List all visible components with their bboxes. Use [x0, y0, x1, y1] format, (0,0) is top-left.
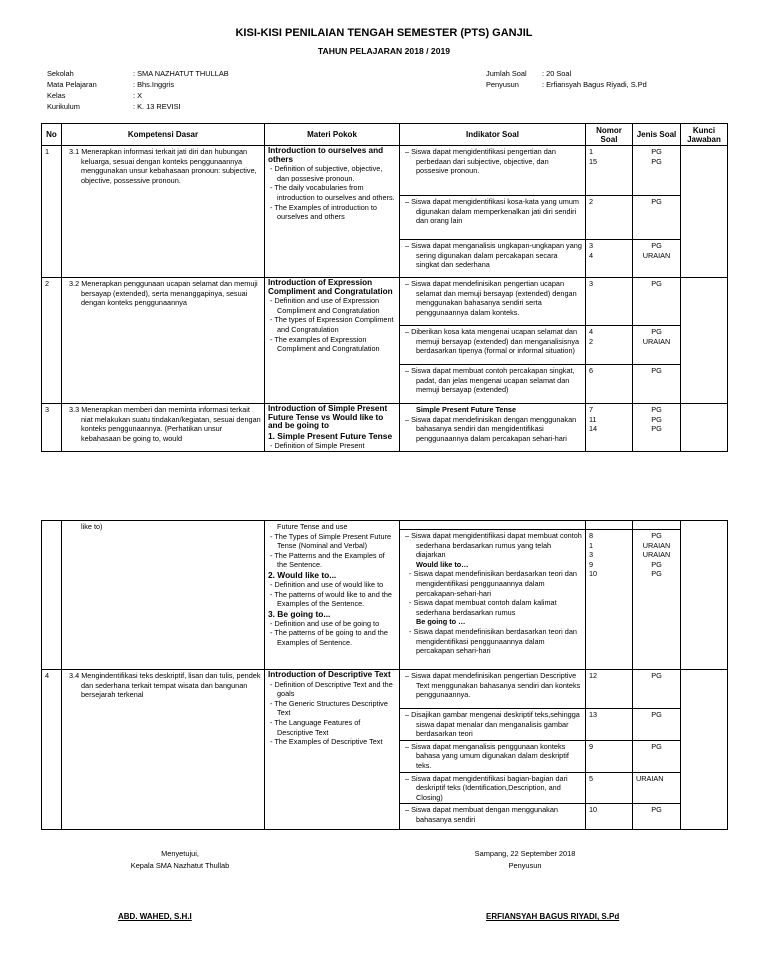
materi-pokok-cell [265, 670, 400, 830]
nomor-soal-cell: 3 4 [586, 240, 633, 278]
indikator-cell [400, 521, 586, 530]
indikator-cell: – Siswa dapat membuat dengan menggunakan bahasanya sendiri [400, 804, 586, 830]
kd-number: 3.1 [69, 147, 80, 156]
mp-item: - The types of Expression Compliment and Congratulation [270, 315, 394, 334]
info-value: : Erfiansyah Bagus Riyadi, S.Pd [542, 80, 647, 89]
table-row [42, 521, 728, 530]
header-kunci-jawaban: Kunci Jawaban [681, 124, 728, 146]
nomor-soal-cell: 13 [586, 709, 633, 741]
info-label: Mata Pelajaran [47, 80, 97, 89]
header-no: No [42, 124, 62, 146]
info-value: : Bhs.Inggris [133, 80, 175, 89]
indikator-cell: – Siswa dapat menganalisis ungkapan-ungkapan yang sering digunakan dalam percakapan secara singkat dan sederhana [400, 240, 586, 278]
indikator-cell: Simple Present Future Tense – Siswa dapat mendefinisikan dengan menggunakan bahasanya sendiri dan mengidentifikasi penggunaannya dalam percakapan sehari-hari [400, 404, 586, 452]
indikator-cell: – Siswa dapat mengidentifikasi pengertian dan perbedaan dari subjective, objective, dan possesive pronoun. [400, 146, 586, 196]
info-left [47, 68, 467, 112]
jenis-soal-cell: PG [633, 804, 681, 830]
jenis-soal-cell: PG URAIAN [633, 240, 681, 278]
row-number: 1 [42, 146, 62, 278]
approval-block [100, 848, 260, 872]
mp-item: - The patterns of be going to and the Examples of Sentence. [270, 628, 388, 647]
info-label: Kelas [47, 91, 66, 100]
nomor-soal-cell: 5 [586, 772, 633, 804]
indikator-cell: – Siswa dapat membuat contoh percakapan singkat, padat, dan jelas mengenai ucapan selamat dan memuji bersayap (extended) [400, 365, 586, 404]
mp-subheading: 1. Simple Present Future Tense [268, 430, 393, 441]
kd-text: Mengindentifikasi teks deskriptif, lisan dan tulis, pendek dan sederhana terkait tempat wisata dan bangunan bersejarah terkenal [81, 671, 261, 700]
table-row [42, 670, 728, 709]
kd-text: Menerapkan penggunaan ucapan selamat dan memuji bersayap (extended), serta menanggapinya, sesuai dengan konteks penggunaannya [81, 279, 258, 308]
approver-title: Kepala SMA Nazhatut Thullab [130, 861, 230, 870]
indikator-heading: Simple Present Future Tense [416, 405, 517, 414]
row-number: 4 [42, 670, 62, 830]
mp-item: - The examples of Expression Compliment and Congratulation [270, 334, 380, 354]
mp-item: - Definition of Descriptive Text and the goals [270, 679, 393, 699]
mp-item: - Definition and use of be going to [270, 618, 380, 628]
author-block [440, 848, 610, 872]
kd-number: 3.4 [69, 671, 80, 680]
kd-text: Menerapkan informasi terkait jati diri dan hubungan keluarga, sesuai dengan konteks penggunaannya menggunakan unsur kebahasaan pronoun: subjective, objective, possessive pronoun. [81, 147, 257, 185]
table-header-row [42, 124, 728, 146]
jenis-soal-cell: URAIAN [633, 772, 681, 804]
table-row [42, 278, 728, 326]
approval-label: Menyetujui, [161, 849, 199, 858]
info-value: : K. 13 REVISI [133, 102, 181, 111]
mp-item: - The Patterns and the Examples of the Sentence. [270, 550, 385, 570]
kompetensi-dasar-cell [62, 404, 265, 452]
mp-item: - Definition of Simple Present [270, 440, 365, 450]
row-number: 2 [42, 278, 62, 404]
kd-text: Menerapkan memberi dan meminta informasi terkait niat melakukan suatu tindakan/kegiatan, sesuai dengan konteks penggunaannya. (Perhatikan unsur kebahasaan be going to, would [81, 405, 261, 443]
nomor-soal-cell: 1 15 [586, 146, 633, 196]
header-kompetensi-dasar: Kompetensi Dasar [62, 124, 265, 146]
jenis-soal-cell: PG [633, 365, 681, 404]
table-row [42, 146, 728, 196]
indikator-cell: – Siswa dapat mendefinisikan pengertian Descriptive Text menggunakan bahasanya sendiri dan konteks penggunaannya. [400, 670, 586, 709]
table-row [42, 404, 728, 452]
mp-item: Future Tense and use [277, 522, 348, 531]
kompetensi-dasar-cell [62, 146, 265, 278]
indikator-cell: – Diberikan kosa kata mengenai ucapan selamat dan memuji bersayap (extended) dan menganalisisnya berdasarkan tipenya (formal or informal situation) [400, 326, 586, 365]
info-value: : X [133, 91, 143, 100]
mp-title: Introduction of Descriptive Text [268, 670, 391, 679]
author-signature-name: ERFIANSYAH BAGUS RIYADI, S.Pd [486, 912, 620, 921]
mp-title: Introduction of Simple Present Future Tense vs Would like to and be going to [268, 404, 388, 431]
jenis-soal-cell: PG URAIAN [633, 326, 681, 365]
approver-signature-name: ABD. WAHED, S.H.I [118, 912, 192, 921]
mp-item: - The Generic Structures Descriptive Text [270, 698, 388, 718]
document-title: KISI-KISI PENILAIAN TENGAH SEMESTER (PTS) GANJIL [235, 27, 533, 39]
kunci-jawaban-cell [681, 521, 728, 670]
nomor-soal-cell: 9 [586, 740, 633, 772]
jenis-soal-cell: PG URAIAN URAIAN PG PG [633, 530, 681, 670]
info-value: : SMA NAZHATUT THULLAB [133, 69, 229, 78]
jenis-soal-cell [633, 521, 681, 530]
mp-title: Introduction to ourselves and others [268, 146, 384, 164]
mp-title: Introduction of Expression Compliment and Congratulation [268, 278, 393, 296]
jenis-soal-cell: PG [633, 709, 681, 741]
mp-item: - Definition and use of Expression Compliment and Congratulation [270, 296, 380, 315]
mp-item: - The daily vocabularies from introduction to ourselves and others. [270, 183, 395, 202]
jenis-soal-cell: PG [633, 670, 681, 709]
kd-number: 3.2 [69, 279, 80, 288]
kunci-jawaban-cell [681, 670, 728, 830]
jenis-soal-cell: PG PG PG [633, 404, 681, 452]
nomor-soal-cell: 12 [586, 670, 633, 709]
indikator-cell: – Siswa dapat menganalisis penggunaan konteks bahasa yang umum digunakan dalam deskriptif teks. [400, 740, 586, 772]
nomor-soal-cell: 4 2 [586, 326, 633, 365]
nomor-soal-cell: 10 [586, 804, 633, 830]
jenis-soal-cell: PG [633, 278, 681, 326]
mp-item: - Definition and use of would like to [270, 579, 384, 589]
kompetensi-dasar-cell [62, 278, 265, 404]
nomor-soal-cell: 8 1 3 9 10 [586, 530, 633, 670]
info-right [486, 68, 746, 90]
mp-item: - The patterns of would like to and the Examples of the Sentence. [270, 589, 392, 609]
kunci-jawaban-cell [681, 146, 728, 278]
mp-subheading: 2. Would like to... [268, 569, 337, 580]
kd-number: 3.3 [69, 405, 80, 414]
mp-item: - The Types of Simple Present Future Tense (Nominal and Verbal) [270, 531, 391, 551]
mp-item: - Definition of subjective, objective, dan possesive pronoun. [270, 164, 383, 183]
row-number: 3 [42, 404, 62, 452]
header-jenis-soal: Jenis Soal [633, 124, 681, 146]
info-label: Jumlah Soal [486, 69, 527, 78]
indikator-heading: Be going to … [416, 617, 466, 627]
materi-pokok-cell [265, 404, 400, 452]
mp-item: - The Language Features of Descriptive Text [270, 717, 361, 737]
document-subtitle: TAHUN PELAJARAN 2018 / 2019 [317, 46, 451, 56]
materi-pokok-cell [265, 278, 400, 404]
indikator-cell: – Disajikan gambar mengenai deskriptif teks,sehingga siswa dapat menalar dan menganalisis gambar berdasarkan teori [400, 709, 586, 741]
kunci-jawaban-cell [681, 404, 728, 452]
nomor-soal-cell: 3 [586, 278, 633, 326]
info-label: Penyusun [486, 80, 519, 89]
indikator-cell: – Siswa dapat mendefinisikan pengertian ucapan selamat dan memuji bersayap (extended) dengan menggunakan bahasanya sendiri serta penggunaannya dalam konteks. [400, 278, 586, 326]
kompetensi-dasar-cell [62, 670, 265, 830]
materi-pokok-cell [265, 521, 400, 670]
info-value: : 20 Soal [542, 69, 572, 78]
author-title: Penyusun [508, 861, 542, 870]
nomor-soal-cell [586, 521, 633, 530]
header-indikator-soal: Indikator Soal [400, 124, 586, 146]
jenis-soal-cell: PG [633, 196, 681, 240]
indikator-cell: – Siswa dapat mengidentifikasi dapat membuat contoh sederhana berdasarkan rumus yang telah diajarkan Would like to… - Siswa dapat mendefinisikan berdasarkan teori dan mengidentifikasi penggunaannya dalam percakapan-sehari-hari - Siswa dapat membuat contoh dalam kalimat sederhana berdasarkan rumus Be going to … - Siswa dapat mendefinisikan berdasarkan teori dan mengidentifikasi penggunaannya dalam percakapan sehari-hari [400, 530, 586, 670]
indikator-cell: – Siswa dapat mengidentifikasi bagian-bagian dari deskriptif teks (Identification,Description, and Closing) [400, 772, 586, 804]
jenis-soal-cell: PG [633, 740, 681, 772]
kompetensi-dasar-cell [62, 521, 265, 670]
kisi-kisi-table [41, 123, 728, 452]
mp-subheading: 3. Be going to... [268, 608, 331, 619]
materi-pokok-cell [265, 146, 400, 278]
indikator-cell: – Siswa dapat mengidentifikasi kosa-kata yang umum digunakan dalam memperkenalkan jati diri sendiri dan orang lain [400, 196, 586, 240]
header-nomor-soal: Nomor Soal [586, 124, 633, 146]
header-materi-pokok: Materi Pokok [265, 124, 400, 146]
info-label: Kurikulum [47, 102, 80, 111]
date-place: Sampang, 22 September 2018 [474, 849, 576, 858]
kd-text: like to) [81, 522, 103, 531]
kisi-kisi-table-continued [41, 520, 728, 830]
nomor-soal-cell: 6 [586, 365, 633, 404]
indikator-heading: Would like to… [416, 559, 469, 569]
info-label: Sekolah [47, 69, 74, 78]
row-number [42, 521, 62, 670]
kunci-jawaban-cell [681, 278, 728, 404]
jenis-soal-cell: PG PG [633, 146, 681, 196]
nomor-soal-cell: 2 [586, 196, 633, 240]
mp-item: - The Examples of introduction to ourselves and others [270, 202, 377, 222]
mp-item: - The Examples of Descriptive Text [270, 737, 383, 747]
nomor-soal-cell: 7 11 14 [586, 404, 633, 452]
